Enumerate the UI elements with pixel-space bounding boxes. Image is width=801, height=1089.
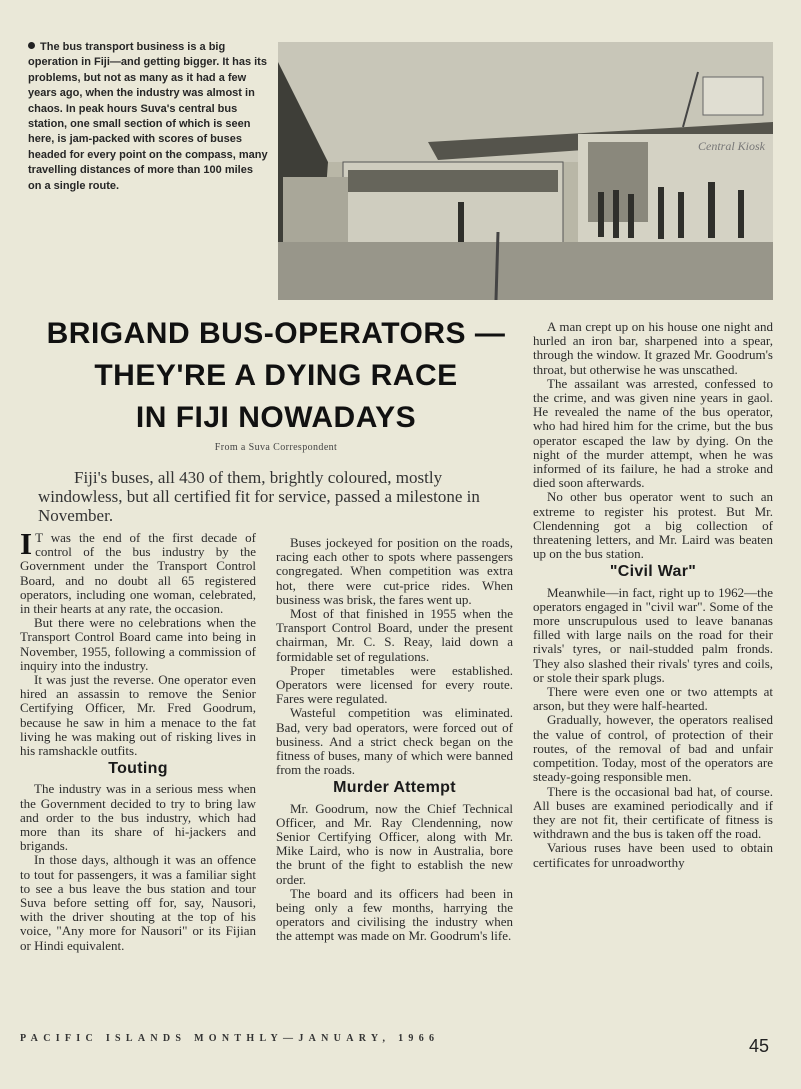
paragraph: Gradually, however, the operators realised the value of control, of protection of their routes, of the removal of bad and unfair competition. Today, most of the operators are steady-going responsible men.: [533, 712, 773, 785]
paragraph-text: T was the end of the first decade of control of the bus industry by the Government under the Transport Control Board, and no doubt all 65 registered operators, including one woman, celebrated, in their hearts at any rate, the occasion.: [20, 530, 256, 617]
paragraph: It was just the reverse. One operator even hired an assassin to remove the Senior Certifying Officer, Mr. Fred Goodrum, because he saw in him a menace to the fat living he was making out of risking lives in his ramshackle outfits.: [20, 672, 256, 759]
paragraph: Mr. Goodrum, now the Chief Technical Officer, and Mr. Ray Clendenning, now Senior Certifying Officer, along with Mr. Mike Laird, who is now in Australia, bore the brunt of the fight to establish the new order.: [276, 800, 513, 887]
paragraph: A man crept up on his house one night and hurled an iron bar, sharpened into a spear, through the window. It grazed Mr. Goodrum's throat, but otherwise he was unscathed.: [533, 319, 773, 377]
subheading-murder-attempt: Murder Attempt: [333, 779, 456, 797]
headline-line-1: BRIGAND BUS-OPERATORS —: [46, 317, 506, 350]
paragraph: No other bus operator went to such an extreme to register his protest. But Mr. Clendenning got a big collection of threatening letters, and Mr. Laird was beaten up on the bus station.: [533, 489, 773, 562]
drop-cap: I: [20, 526, 33, 561]
paragraph: Various ruses have been used to obtain certificates for unroadworthy: [533, 840, 773, 870]
headline: [26, 313, 526, 439]
headline-line-3: IN FIJI NOWADAYS: [135, 401, 417, 434]
caption-text: The bus transport business is a big operation in Fiji—and getting bigger. It has its problems, but not as many as it had a few years ago, when the industry was almost in chaos. In peak hours Suva's central bus station, one small section of which is seen here, is jam-packed with scores of buses headed for every point on the compass, many travelling distances of more than 100 miles on a single route.: [28, 41, 268, 192]
paragraph: [20, 526, 256, 617]
kiosk-sign: Central Kiosk: [698, 139, 766, 153]
paragraph: But there were no celebrations when the Transport Control Board came into being in November, 1955, following a commission of inquiry into the industry.: [20, 615, 256, 673]
paragraph: There is the occasional bad hat, of course. All buses are examined periodically and if they are not fit, their certificate of fitness is withdrawn and the bus is taken off the road.: [533, 783, 773, 842]
paragraph: Wasteful competition was eliminated. Bad, very bad operators, were forced out of business. And a strict check began on the fitness of buses, many of which were banned from the roads.: [276, 705, 513, 778]
page-number: 45: [749, 1036, 770, 1056]
column-2: [276, 536, 513, 944]
publication-footer: PACIFIC ISLANDS MONTHLY—JANUARY, 1966: [20, 1033, 440, 1044]
subheading-civil-war: "Civil War": [609, 563, 697, 581]
paragraph: Most of that finished in 1955 when the Transport Control Board, under the present chairman, Mr. C. S. Reay, laid down a formidable set of regulations.: [276, 606, 513, 664]
paragraph: Buses jockeyed for position on the roads, racing each other to spots where passengers congregated. When competition was extra hot, there were cut-price rides. When business was brisk, the fares went up.: [276, 535, 513, 607]
paragraph: Proper timetables were established. Operators were licensed for every route. Fares were regulated.: [276, 662, 513, 707]
paragraph: The board and its officers had been in being only a few months, harrying the operators and civilising the industry when the attempt was made on Mr. Goodrum's life.: [276, 885, 513, 944]
headline-line-2: THEY'RE A DYING RACE: [94, 359, 458, 392]
intro-paragraph: Fiji's buses, all 430 of them, brightly coloured, mostly windowless, but all certified fit for service, passed a milestone in November.: [38, 468, 480, 525]
paragraph: In those days, although it was an offence to tout for passengers, it was a familiar sight to see a bus leave the bus station and tour Suva before setting off for, say, Nausori, with the driver shouting at the top of his voice, "Any more for Nausori" or its Fijian or Hindi equivalent.: [20, 852, 256, 953]
subheading-touting: Touting: [108, 760, 168, 778]
photo-caption: [28, 40, 268, 194]
paragraph: There were even one or two attempts at arson, but they were half-hearted.: [533, 684, 773, 714]
paragraph: The assailant was arrested, confessed to the crime, and was given nine years in gaol. He revealed the name of the bus operator, who had hired him for the crime, but the bus operator escaped the law by dying. On the night of the murder attempt, when he was informed of its failure, he had a stroke and died soon afterwards.: [533, 375, 773, 491]
paragraph: Meanwhile—in fact, right up to 1962—the operators engaged in "civil war". Some of the more unscrupulous used to leave bananas filled with large nails on the road for their rivals' tyres, or nail-studded palm fronds. They also slashed their rivals' tyres and coils, or stole their spark plugs.: [533, 584, 773, 685]
column-1: [20, 526, 256, 953]
column-3: [533, 320, 773, 870]
byline: From a Suva Correspondent: [214, 442, 338, 453]
bus-station-photo: [278, 42, 773, 300]
bullet-icon: [28, 42, 35, 49]
paragraph: The industry was in a serious mess when the Government decided to try to bring law and order to the bus industry, which had more than its share of hi-jackers and brigands.: [20, 781, 256, 854]
